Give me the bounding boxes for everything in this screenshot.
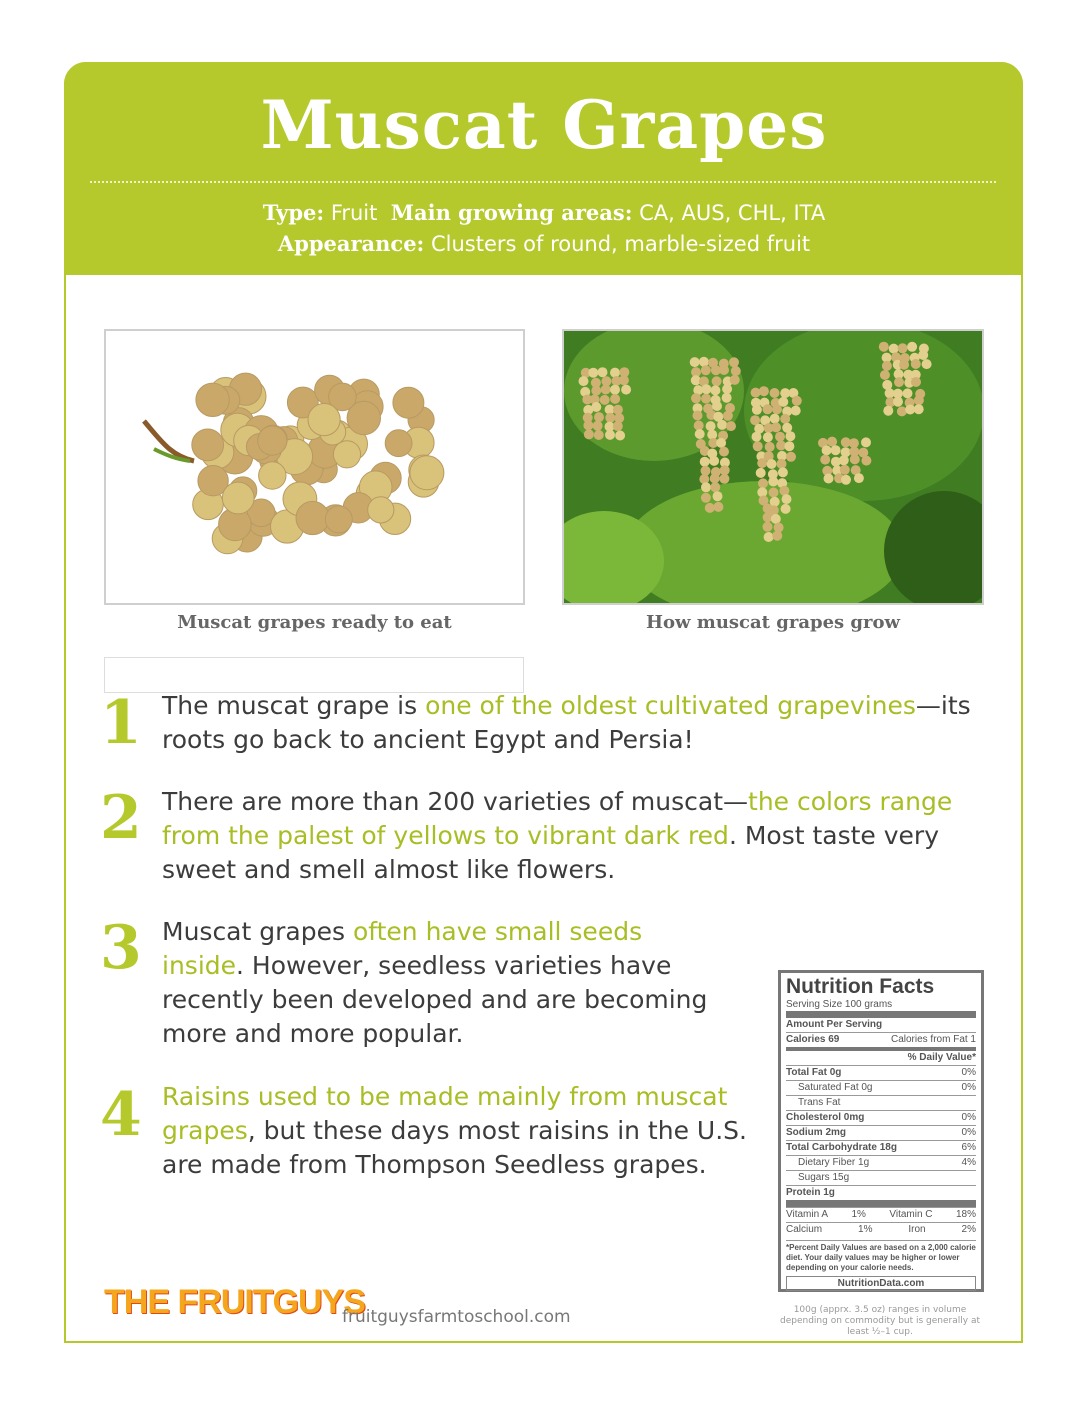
vine-grape-berry [593,421,603,431]
vitamin-row [786,1222,976,1237]
appearance-label: Appearance: [277,231,425,256]
nutrient-dv: 6% [961,1142,976,1153]
vitamin-rows [786,1207,976,1237]
fact-number-2: 2 [100,783,142,853]
nutrient-dv: 0% [961,1082,976,1093]
grape-berry [222,482,254,514]
nutrient-label: Total Fat 0g [786,1067,842,1078]
vine-grape-berry [792,396,802,406]
vine-grape-berry [701,493,711,503]
vine-grape-berry [758,478,768,488]
vine-grape-berry [759,386,769,396]
vine-grape-berry [756,468,766,478]
vine-grape-berry [719,365,729,375]
nutrient-label: Cholesterol 0mg [786,1112,865,1123]
nutrient-row [786,1170,976,1185]
vine-grape-berry [907,342,917,352]
vine-grape-berry [600,395,610,405]
fact-number-1: 1 [100,688,142,758]
nutrition-facts-panel [778,970,984,1292]
vine-grape-berry [763,404,773,414]
areas-label: Main growing areas: [390,200,633,225]
grape-cluster-photo [104,329,525,605]
vine-grape-berry [610,368,620,378]
vine-grape-berry [764,532,774,542]
vine-grape-berry [903,388,913,398]
vine-grape-berry [911,377,921,387]
grape-cluster-icon [106,331,523,603]
fact-1-text-end: —its roots go back to ancient Egypt and Persia! [162,691,971,754]
vine-grape-berry [690,357,700,367]
dv-header-row [786,1047,976,1065]
nutrient-label: Sodium 2mg [786,1127,847,1138]
fact-1 [162,689,982,757]
grape-berry [325,506,352,533]
fact-2-text-end: . Most taste very sweet and smell almost like flowers. [162,821,939,884]
nutrient-dv: 0% [961,1067,976,1078]
fact-4-text: , but these days most raisins in the U.S. are made from Thompson Seedless grapes. [162,1116,747,1179]
vine-grape-berry [751,388,761,398]
nutrient-row [786,1080,976,1095]
scan-artifact-box [104,657,524,693]
fact-2-highlight: the colors range from the palest of yellows to vibrant dark red [162,787,953,850]
vine-grape-berry [591,386,601,396]
vine-grape-berry [772,531,782,541]
grapevine-icon [564,331,982,603]
vine-grape-berry [775,432,785,442]
grape-berry [196,383,229,416]
vine-grape-berry [713,502,723,512]
vine-grape-berry [610,394,620,404]
areas-value: CA, AUS, CHL, ITA [639,201,826,225]
vine-grape-berry [719,474,729,484]
vine-grape-berry [619,375,629,385]
vine-grape-berry [883,406,893,416]
nutrient-row [786,1140,976,1155]
vine-grape-berry [918,350,928,360]
type-label: Type: [262,200,325,225]
vine-grape-berry [605,430,615,440]
vine-grape-berry [720,465,730,475]
vine-grape-berry [763,522,773,532]
nutrition-title: Nutrition Facts [786,975,935,998]
fact-2-text: There are more than 200 varieties of muscat— [162,787,749,816]
vine-grape-berry [763,432,773,442]
vine-grape-berry [705,503,715,513]
grape-berry [259,462,286,489]
website-link[interactable]: fruitguysfarmtoschool.com [342,1307,571,1327]
grape-berry [410,456,444,490]
nutrient-label: Total Carbohydrate 18g [786,1142,897,1153]
vine-grape-berry [771,514,781,524]
dotted-divider [90,181,996,183]
grape-berry [258,426,287,455]
vine-grape-berry [712,401,722,411]
nutrient-label: Trans Fat [798,1097,841,1108]
vine-grape-berry [911,359,921,369]
vine-grape-berry [779,486,789,496]
vine-grape-berry [710,385,720,395]
nutrient-row [786,1125,976,1140]
vine-grape-berry [880,370,890,380]
vine-grape-berry [770,414,780,424]
calories-row [786,1032,976,1047]
fact-number-4: 4 [100,1080,142,1150]
vine-grape-berry [781,504,791,514]
nutrient-dv: 0% [961,1127,976,1138]
vine-grape-berry [894,377,904,387]
vine-grape-berry [861,456,871,466]
amount-per-serving [786,1011,976,1032]
vine-grape-berry [712,376,722,386]
nutrient-row [786,1065,976,1080]
vine-grape-berry [791,406,801,416]
nutrient-label: Protein 1g [786,1187,835,1198]
appearance-value: Clusters of round, marble-sized fruit [431,232,811,256]
vine-grape-berry [839,455,849,465]
vine-grape-berry [613,405,623,415]
vitamin-name: Iron [908,1224,926,1235]
grape-berry [296,501,329,534]
vine-grape-berry [879,342,889,352]
vine-grape-berry [615,431,625,441]
vine-grape-berry [610,385,620,395]
fact-number-3: 3 [100,913,142,983]
vine-grape-berry [752,405,762,415]
nutrient-row [786,1155,976,1170]
serving-size: Serving Size 100 grams [786,999,893,1010]
vine-grape-berry [899,360,909,370]
vine-grape-berry [717,420,727,430]
vine-grape-berry [905,405,915,415]
nutrient-row [786,1095,976,1110]
meta-line-1 [0,200,1088,225]
fact-4 [162,1080,757,1182]
vine-grape-berry [822,445,832,455]
vine-grape-berry [840,465,850,475]
grape-berry [333,441,360,468]
vine-grape-berry [820,455,830,465]
vitamin-row [786,1207,976,1222]
vine-grape-berry [778,467,788,477]
vine-grape-berry [771,422,781,432]
nutrient-label: Sugars 15g [798,1172,850,1183]
vine-grape-berry [861,437,871,447]
vine-grape-berry [767,459,777,469]
vine-grape-berry [850,454,860,464]
vine-grape-berry [831,445,841,455]
vine-grape-berry [726,421,736,431]
calories-fat: Calories from Fat 1 [890,1034,976,1045]
vine-grape-berry [882,380,892,390]
vitamin-dv: 1% [858,1224,873,1235]
vine-grape-berry [722,384,732,394]
grape-berry [385,430,412,457]
vitamin-name: Vitamin C [889,1209,933,1220]
vitamin-dv: 1% [851,1209,866,1220]
vine-grape-berry [588,368,598,378]
vine-grape-berry [621,385,631,395]
nutrition-source: NutritionData.com [786,1276,976,1291]
vine-grape-berry [716,438,726,448]
nutrient-rows [786,1065,976,1200]
vine-grape-berry [701,394,711,404]
vine-grape-berry [701,365,711,375]
nutrient-dv: 4% [961,1157,976,1168]
nutrient-dv: 0% [961,1112,976,1123]
vine-grape-berry [695,429,705,439]
vine-grape-berry [914,395,924,405]
vine-grape-berry [710,482,720,492]
vine-grape-berry [752,432,762,442]
vine-grape-berry [750,415,760,425]
fact-3-highlight: often have small seeds inside [162,917,643,980]
vine-grape-berry [827,437,837,447]
vine-grape-berry [719,447,729,457]
vine-grape-berry [691,393,701,403]
fact-3 [162,915,727,1051]
fact-1-text: The muscat grape is [162,691,426,720]
vitamin-dv: 2% [961,1224,976,1235]
fact-1-highlight: one of the oldest cultivated grapevines [425,691,916,720]
grape-berry [308,404,340,436]
vine-grape-berry [693,411,703,421]
vine-grape-berry [701,482,711,492]
vine-grape-berry [706,421,716,431]
vine-grape-berry [594,430,604,440]
grapevine-photo [562,329,984,605]
vine-grape-berry [699,357,709,367]
vitamin-name: Vitamin A [786,1209,829,1220]
vine-grape-berry [922,359,932,369]
fact-3-text-end: . However, seedless varieties have recently been developed and are becoming more and more popular. [162,951,708,1048]
meta-line-2 [0,231,1088,256]
vine-grape-berry [785,431,795,441]
vine-grape-berry [598,367,608,377]
vine-grape-berry [897,406,907,416]
grape-berry [368,497,394,523]
vine-grape-berry [730,375,740,385]
vine-grape-berry [722,393,732,403]
vine-grape-berry [777,459,787,469]
vitamin-name: Calcium [786,1224,823,1235]
type-value: Fruit [330,201,378,225]
nutrient-label: Dietary Fiber 1g [798,1157,870,1168]
vitamin-divider [786,1200,976,1207]
vine-grape-berry [782,494,792,504]
vine-grape-berry [613,421,623,431]
vine-grape-berry [713,491,723,501]
vine-grape-berry [841,475,851,485]
vine-grape-berry [769,488,779,498]
vine-grape-berry [765,442,775,452]
serving-note: 100g (apprx. 3.5 oz) ranges in volume depending on commodity but is generally at least ½–1 cup. [780,1305,980,1337]
fruitguys-logo: THE FRUITGUYS [104,1283,365,1321]
vine-grape-berry [780,414,790,424]
grape-berry [393,387,424,418]
vine-grape-berry [893,397,903,407]
vine-grape-berry [694,421,704,431]
vine-grape-berry [731,366,741,376]
vine-grape-berry [710,474,720,484]
nutrient-label: Saturated Fat 0g [798,1082,873,1093]
vine-grape-berry [723,411,733,421]
calories-value: Calories 69 [786,1034,840,1045]
fact-4-highlight: Raisins used to be made mainly from muscat grapes [162,1082,728,1145]
vine-grape-berry [579,376,589,386]
amount-per-label: Amount Per Serving [786,1019,883,1030]
vine-grape-berry [591,402,601,412]
vine-grape-berry [784,441,794,451]
vitamin-dv: 18% [955,1209,976,1220]
nutrient-row [786,1110,976,1125]
vine-grape-berry [772,404,782,414]
vine-grape-berry [854,473,864,483]
vine-grape-berry [786,452,796,462]
vine-grape-berry [605,413,615,423]
vine-grape-berry [729,357,739,367]
vine-grape-berry [898,343,908,353]
fact-3-text: Muscat grapes [162,917,353,946]
vine-grape-berry [583,420,593,430]
vine-grape-berry [882,361,892,371]
vine-grape-berry [601,385,611,395]
dv-header: % Daily Value* [907,1052,976,1063]
vine-grape-berry [753,441,763,451]
vine-grape-berry [594,412,604,422]
vine-grape-berry [584,429,594,439]
vine-grape-berry [770,388,780,398]
vine-grape-berry [709,456,719,466]
vine-grape-berry [824,474,834,484]
page-title: Muscat Grapes [260,86,828,164]
vine-grape-berry [700,457,710,467]
photo-caption-grow: How muscat grapes grow [646,612,900,633]
nutrient-row [786,1185,976,1200]
vine-grape-berry [757,458,767,468]
vine-grape-berry [768,477,778,487]
grape-berry [192,429,224,461]
vine-grape-berry [889,344,899,354]
nutrition-footnote: *Percent Daily Values are based on a 2,000 calorie diet. Your daily values may be higher or lower depending on your calorie needs. [786,1240,976,1273]
fact-2 [162,785,984,887]
vine-grape-berry [701,384,711,394]
photo-caption-eat: Muscat grapes ready to eat [177,612,452,633]
vine-grape-berry [914,404,924,414]
